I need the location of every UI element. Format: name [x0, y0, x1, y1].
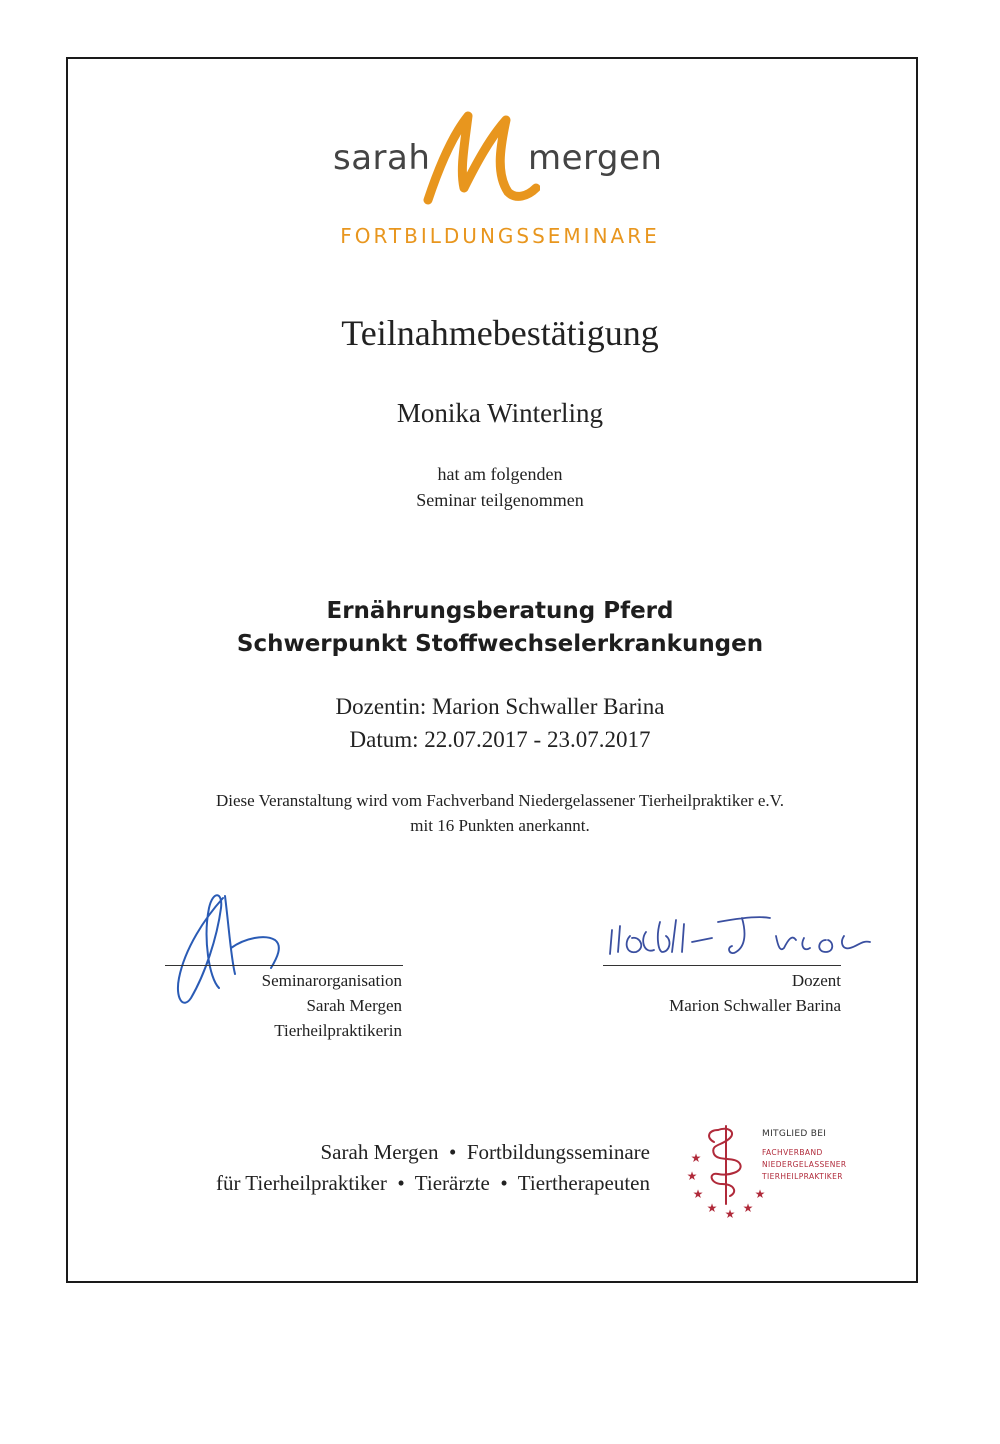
- certificate-title: Teilnahmebestätigung: [341, 313, 659, 353]
- recognition-line: Diese Veranstaltung wird vom Fachverband Niedergelassener Tierheilpraktiker e.V.: [216, 791, 784, 810]
- footer-line: für Tierheilpraktiker • Tierärzte • Tiertherapeuten: [215, 1171, 650, 1195]
- intro-line: Seminar teilgenommen: [416, 490, 584, 510]
- svg-text:★: ★: [742, 1201, 754, 1215]
- badge-organisation: [762, 1147, 847, 1183]
- recognition-text: [0, 788, 1000, 838]
- course-title: [0, 595, 1000, 661]
- intro-line: hat am folgenden: [437, 464, 563, 484]
- course-line: Schwerpunkt Stoffwechselerkrankungen: [236, 631, 764, 657]
- svg-text:★: ★: [754, 1187, 766, 1201]
- course-details: [0, 690, 1000, 756]
- svg-text:★: ★: [686, 1169, 698, 1183]
- svg-text:★: ★: [690, 1151, 702, 1165]
- course-line: Ernährungsberatung Pferd: [326, 598, 674, 624]
- svg-text:★: ★: [724, 1207, 736, 1221]
- logo-word-sarah: sarah: [333, 138, 431, 178]
- signature-line-left: [165, 965, 403, 966]
- signature-name: Marion Schwaller Barina: [669, 996, 841, 1015]
- signature-role: Seminarorganisation: [261, 971, 402, 990]
- logo-m-mark-icon: [420, 108, 540, 208]
- footer-text: [216, 1137, 650, 1199]
- svg-text:★: ★: [692, 1187, 704, 1201]
- signature-caption-right: [669, 968, 841, 1018]
- footer-line: Sarah Mergen • Fortbildungsseminare: [320, 1140, 650, 1164]
- lecturer-line: Dozentin: Marion Schwaller Barina: [335, 694, 665, 719]
- logo-tagline: FORTBILDUNGSSEMINARE: [340, 224, 660, 248]
- badge-org-line: TIERHEILPRAKTIKER: [762, 1172, 843, 1181]
- signature-role: Dozent: [791, 971, 841, 990]
- intro-text: [0, 461, 1000, 513]
- signature-line-right: [603, 965, 841, 966]
- badge-org-line: NIEDERGELASSENER: [762, 1160, 847, 1169]
- signature-title: Tierheilpraktikerin: [274, 1021, 402, 1040]
- badge-heading: MITGLIED BEI: [762, 1129, 827, 1139]
- recognition-line: mit 16 Punkten anerkannt.: [410, 816, 590, 835]
- logo-word-mergen: mergen: [528, 138, 663, 178]
- association-badge-icon: [684, 1118, 768, 1222]
- signature-right-icon: [600, 906, 880, 966]
- participant-name: Monika Winterling: [396, 398, 604, 428]
- svg-text:★: ★: [706, 1201, 718, 1215]
- signature-name: Sarah Mergen: [306, 996, 402, 1015]
- badge-org-line: FACHVERBAND: [762, 1148, 823, 1157]
- date-line: Datum: 22.07.2017 - 23.07.2017: [349, 727, 651, 752]
- signature-caption-left: [262, 968, 402, 1043]
